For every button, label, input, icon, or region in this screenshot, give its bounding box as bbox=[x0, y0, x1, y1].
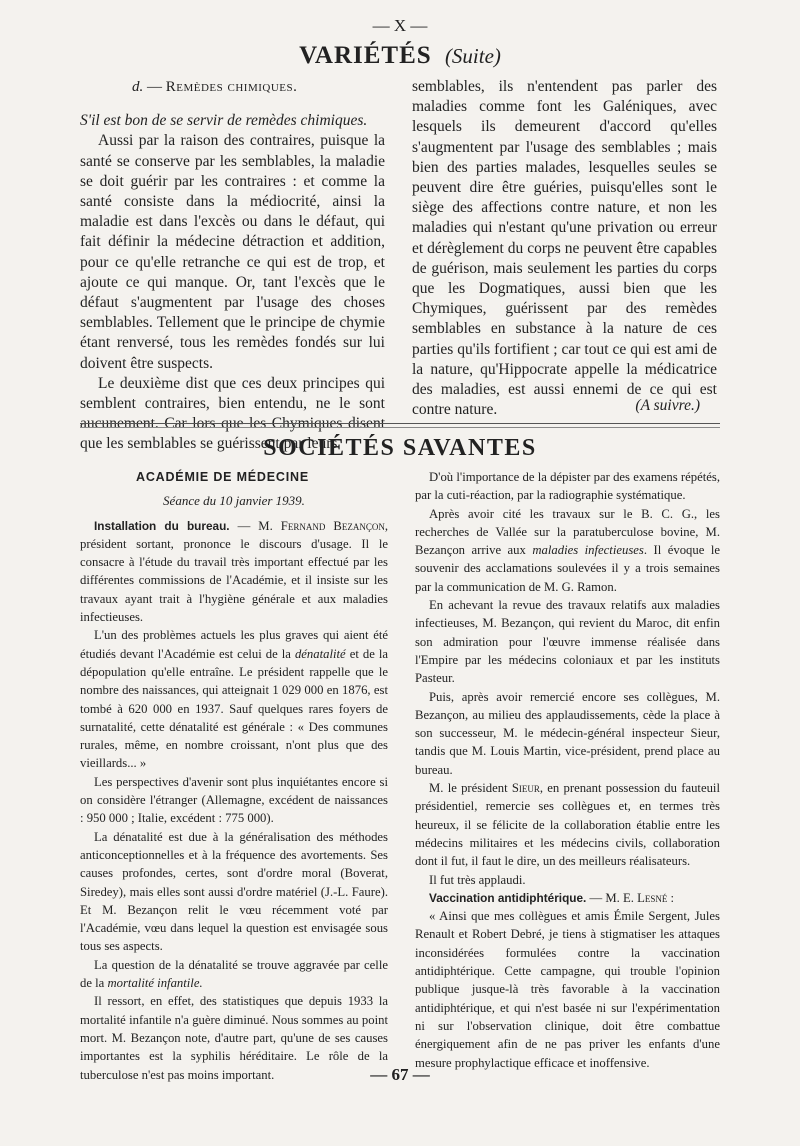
paragraph: Le deuxième dist que ces deux principes qui semblent contraires, bien entendu, ne le sont aucunement. Car lors que les Chymiques disent que les semblables se guérissent par leurs bbox=[80, 374, 385, 453]
vaccination-colon: : bbox=[667, 890, 675, 905]
paragraph: semblables, ils n'entendent pas parler des maladies comme font les Galéniques, avec lesquels ils demeurent d'accord qu'elles s'augmentent par l'usage des semblables ; mais bien des parties malades, lesquelles seules se peuvent dire être guéries, puisqu'elles sont le siège des affections contre nature, et non les maladies qui n'estant qu'une privation ou erreur et dérèglement du corps ne peuvent être capables de guérison, mais seulement les parties du corps que les Dogmatiques, aussi bien que les Chymiques, guérissent par des remèdes semblables en substance à la nature de ces parties qu'ils fortifient ; car tout ce qui est ami de la nature, qu'Hippocrate appelle la médicatrice des maladies, est aussi ennemi de ce qui est contre nature. bbox=[412, 78, 717, 419]
paragraph: « Ainsi que mes collègues et amis Émile Sergent, Jules Renault et Robert Debré, je tiens à stigmatiser les attaques inconsidérées formulées contre la vaccination antidiphtérique. Cette campagne, qui trouble l'opinion publique jusque-là très favorable à la vaccination antidiphtérique, et qui n'est basée ni sur l'expérimentation ni sur l'observation clinique, doit être combattue énergiquement afin de ne pas priver les enfants d'une mesure prophylactique efficace et inoffensive. bbox=[415, 909, 720, 1070]
section-divider bbox=[80, 427, 720, 428]
text-run: L'un des problèmes actuels les plus graves qui aient été étudiés devant l'Académie est celui de la bbox=[80, 628, 388, 661]
text-run: M. le président bbox=[429, 781, 512, 796]
text-run: et de la dépopulation qu'elle entraîne. Le président rappelle que le nombre des naissances, qui atteignait 1 029 000 en 1876, est tombé à 620 000 en 1937. Sauf quelques rares foyers de surnatalité, cette dénatalité est générale : « Des communes rurales, même, en nombre croissant, n'ont plus que des vieillards... » bbox=[80, 646, 388, 771]
paragraph: D'où l'importance de la dépister par des examens répétés, par la cuti-réaction, par la radiographie systématique. bbox=[415, 470, 720, 503]
paragraph: Il fut très applaudi. bbox=[429, 872, 526, 887]
page-roman-numeral: — X — bbox=[372, 16, 428, 35]
text-run-italic: mortalité infantile. bbox=[107, 976, 203, 991]
text-run-name: Sieur bbox=[511, 781, 540, 796]
text-run: Après avoir cité les travaux sur le B. C. G., les recherches de Vallée sur la paratuberculose bovine, M. Bezançon arrive aux bbox=[415, 506, 720, 558]
title-text: VARIÉTÉS bbox=[299, 42, 432, 69]
paragraph bbox=[80, 956, 388, 993]
paragraph-vaccination bbox=[415, 889, 720, 907]
a-suivre-note: (A suivre.) bbox=[635, 397, 700, 414]
paragraph: La dénatalité est due à la généralisation des méthodes anticonceptionnelles et à la fréquence des avortements. Ses causes profondes, certes, sont d'ordre moral (Boverat, Siredey), mais elles sont aussi d'ordre matériel (J.-L. Faure). Et M. Bezançon relit le vœu récemment voté par l'Académie, vœu dans lequel la question est envisagée sous tous ses aspects. bbox=[80, 829, 388, 954]
subheading-text: Remèdes chimiques. bbox=[165, 79, 298, 95]
paragraph: Aussi par la raison des contraires, puisque la santé se conserve par les semblables, la maladie se doit guérir par les contraires : et comme la santé consiste dans la médiocrité, ainsi la maladie est dans l'excès ou dans le défaut, qui fait définir la médecine détraction et addition, pour ce qu'elle retranche ce qui est de trop, et ajoute ce qui manque. Or, tant l'excès que le défaut s'augmentent par l'usage des choses semblables. Tellement que le principe de chymie étant renversé, tous les remèdes fondés sur lui doivent être suspects. bbox=[80, 132, 385, 372]
paragraph: Il ressort, en effet, des statistiques que depuis 1933 la mortalité infantile n'a guère diminué. Nous sommes au point mort. M. Bezançon note, d'autre part, qu'une de ses causes importantes est la syphilis héréditaire. Le rôle de la tuberculose n'est pas moins important. bbox=[80, 994, 388, 1082]
installation-dash: — M. bbox=[237, 518, 273, 533]
text-run: , en prenant possession du fauteuil présidentiel, remercie ses collègues et, en termes très heureux, il se félicite de la collaboration établie entre les médecins militaires et les médecins civils, collaboration dont il fut, il faut le dire, un des meilleurs réalisateurs. bbox=[415, 781, 720, 869]
paragraph: Puis, après avoir remercié encore ses collègues, M. Bezançon, au milieu des applaudissements, cède la place à son successeur, M. le médecin-général inspecteur Sieur, tandis que M. Louis Martin, vice-président, prend place au bureau. bbox=[415, 689, 720, 777]
societes-right-column bbox=[415, 468, 720, 1072]
paragraph bbox=[415, 779, 720, 870]
intro-italic: S'il est bon de se servir de remèdes chimiques. bbox=[80, 112, 368, 130]
subheading-remedes bbox=[80, 77, 385, 97]
installation-name: Fernand Bezançon bbox=[280, 518, 385, 533]
section-title-societes: SOCIÉTÉS SAVANTES bbox=[263, 435, 537, 461]
vaccination-lead: Vaccination antidiphtérique. bbox=[429, 890, 587, 905]
text-run-italic: dénatalité bbox=[294, 646, 346, 661]
page-number: — 67 — bbox=[370, 1065, 430, 1084]
paragraph: Les perspectives d'avenir sont plus inquiétantes encore si on considère l'étranger (Allemagne, excédent de naissances : 950 000 ; Italie, excédent : 775 000). bbox=[80, 774, 388, 826]
paragraph bbox=[80, 626, 388, 772]
subheading-dash: — bbox=[147, 79, 162, 95]
varietes-left-column bbox=[80, 77, 385, 455]
text-run-italic: maladies infectieuses bbox=[532, 543, 644, 558]
seance-date: Séance du 10 janvier 1939. bbox=[163, 493, 305, 509]
varietes-right-column bbox=[412, 77, 717, 420]
vaccination-dash: — M. E. bbox=[589, 890, 634, 905]
academie-heading: ACADÉMIE DE MÉDECINE bbox=[136, 470, 309, 484]
paragraph bbox=[415, 505, 720, 596]
subheading-letter: d. bbox=[132, 79, 144, 95]
vaccination-name: Lesné bbox=[637, 890, 668, 905]
section-divider bbox=[80, 423, 720, 424]
text-run: . Il évoque le souvenir des acclamations soulevées il y a trois semaines par la communication de M. G. Ramon. bbox=[415, 543, 720, 594]
section-title-varietes bbox=[0, 42, 800, 70]
installation-lead: Installation du bureau. bbox=[94, 518, 230, 533]
paragraph: En achevant la revue des travaux relatifs aux maladies infectieuses, M. Bezançon, qui revient du Maroc, dit enfin son admiration pour l'œuvre immense réalisée dans l'Empire par les médecins coloniaux et par les instituts Pasteur. bbox=[415, 598, 720, 686]
text-run: La question de la dénatalité se trouve aggravée par celle de la bbox=[80, 957, 388, 991]
installation-text: , président sortant, prononce le discours d'usage. Il le consacre à l'étude du travail très important effectué par les différentes commissions de l'Académie, et il insiste sur les travaux ayant trait à l'hygiène générale et aux maladies infectieuses. bbox=[80, 518, 389, 625]
paragraph-installation bbox=[80, 517, 388, 627]
title-suite: (Suite) bbox=[444, 44, 501, 68]
societes-left-column bbox=[80, 468, 388, 1084]
